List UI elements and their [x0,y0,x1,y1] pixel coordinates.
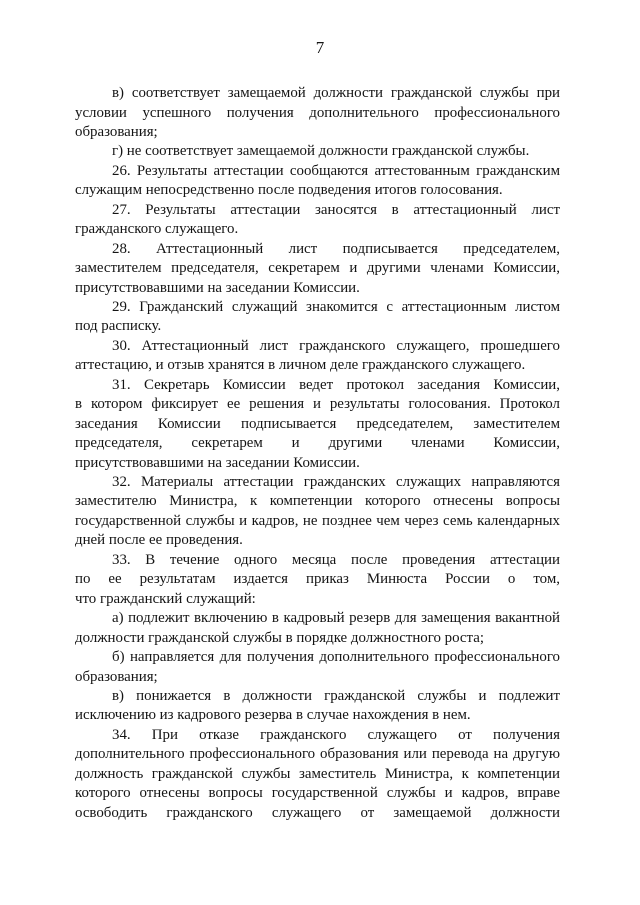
text-line: освободить гражданского служащего от замещаемой должности [75,804,560,821]
text-line: 31. Секретарь Комиссии ведет протокол заседания Комиссии, [112,376,560,393]
text-line: 28. Аттестационный лист подписывается председателем, [112,240,560,257]
text-line: присутствовавшими на заседании Комиссии. [75,279,360,296]
text-line: исключению из кадрового резерва в случае нахождения в нем. [75,707,471,724]
text-line: 27. Результаты аттестации заносятся в аттестационный лист [112,201,560,218]
text-line: гражданского служащего. [75,221,239,238]
text-line: аттестацию, и отзыв хранятся в личном деле гражданского служащего. [75,357,526,374]
text-line: образования; [75,668,158,685]
text-line: образования; [75,123,158,140]
text-line: г) не соответствует замещаемой должности гражданской службы. [112,143,530,160]
text-line: 30. Аттестационный лист гражданского служащего, прошедшего [112,337,560,354]
text-line: дней после ее проведения. [75,532,243,549]
text-line: в) соответствует замещаемой должности гражданской службы при [112,85,560,101]
text-line: заместителем председателя, секретарем и другими членами Комиссии, [75,260,560,276]
text-line: служащим непосредственно после подведения итогов голосования. [75,182,503,199]
text-line: условии успешного получения дополнительного профессионального [75,104,560,121]
text-line: что гражданский служащий: [75,590,256,607]
text-line: по ее результатам издается приказ Минюста России о том, [75,571,560,588]
text-line: которого отнесены вопросы государственной службы и кадров, вправе [75,785,560,802]
text-line: 32. Материалы аттестации гражданских служащих направляются [112,474,560,490]
text-line: а) подлежит включению в кадровый резерв для замещения вакантной [112,610,560,627]
text-line: 34. При отказе гражданского служащего от получения [112,726,560,743]
text-line: в котором фиксирует ее решения и результаты голосования. Протокол [75,396,560,413]
text-line: государственной службы и кадров, не позднее чем через семь календарных [75,512,560,529]
text-line: под расписку. [75,318,162,335]
text-line: 26. Результаты аттестации сообщаются аттестованным гражданским [112,162,560,179]
text-line: заместителю Министра, к компетенции которого отнесены вопросы [75,493,560,510]
text-line: 33. В течение одного месяца после проведения аттестации [112,551,560,568]
text-line: б) направляется для получения дополнительного профессионального [112,649,560,665]
text-line: дополнительного профессионального образования или перевода на другую [75,746,560,763]
text-line: председателя, секретарем и другими членами Комиссии, [75,435,560,452]
text-line: должность гражданской службы заместитель Министра, к компетенции [75,765,560,782]
page-number: 7 [315,38,325,57]
text-line: в) понижается в должности гражданской службы и подлежит [112,687,560,704]
text-line: 29. Гражданский служащий знакомится с аттестационным листом [112,298,560,315]
text-line: присутствовавшими на заседании Комиссии. [75,454,360,471]
text-line: должности гражданской службы в порядке должностного роста; [75,629,484,646]
text-line: заседания Комиссии подписывается председателем, заместителем [75,415,560,432]
